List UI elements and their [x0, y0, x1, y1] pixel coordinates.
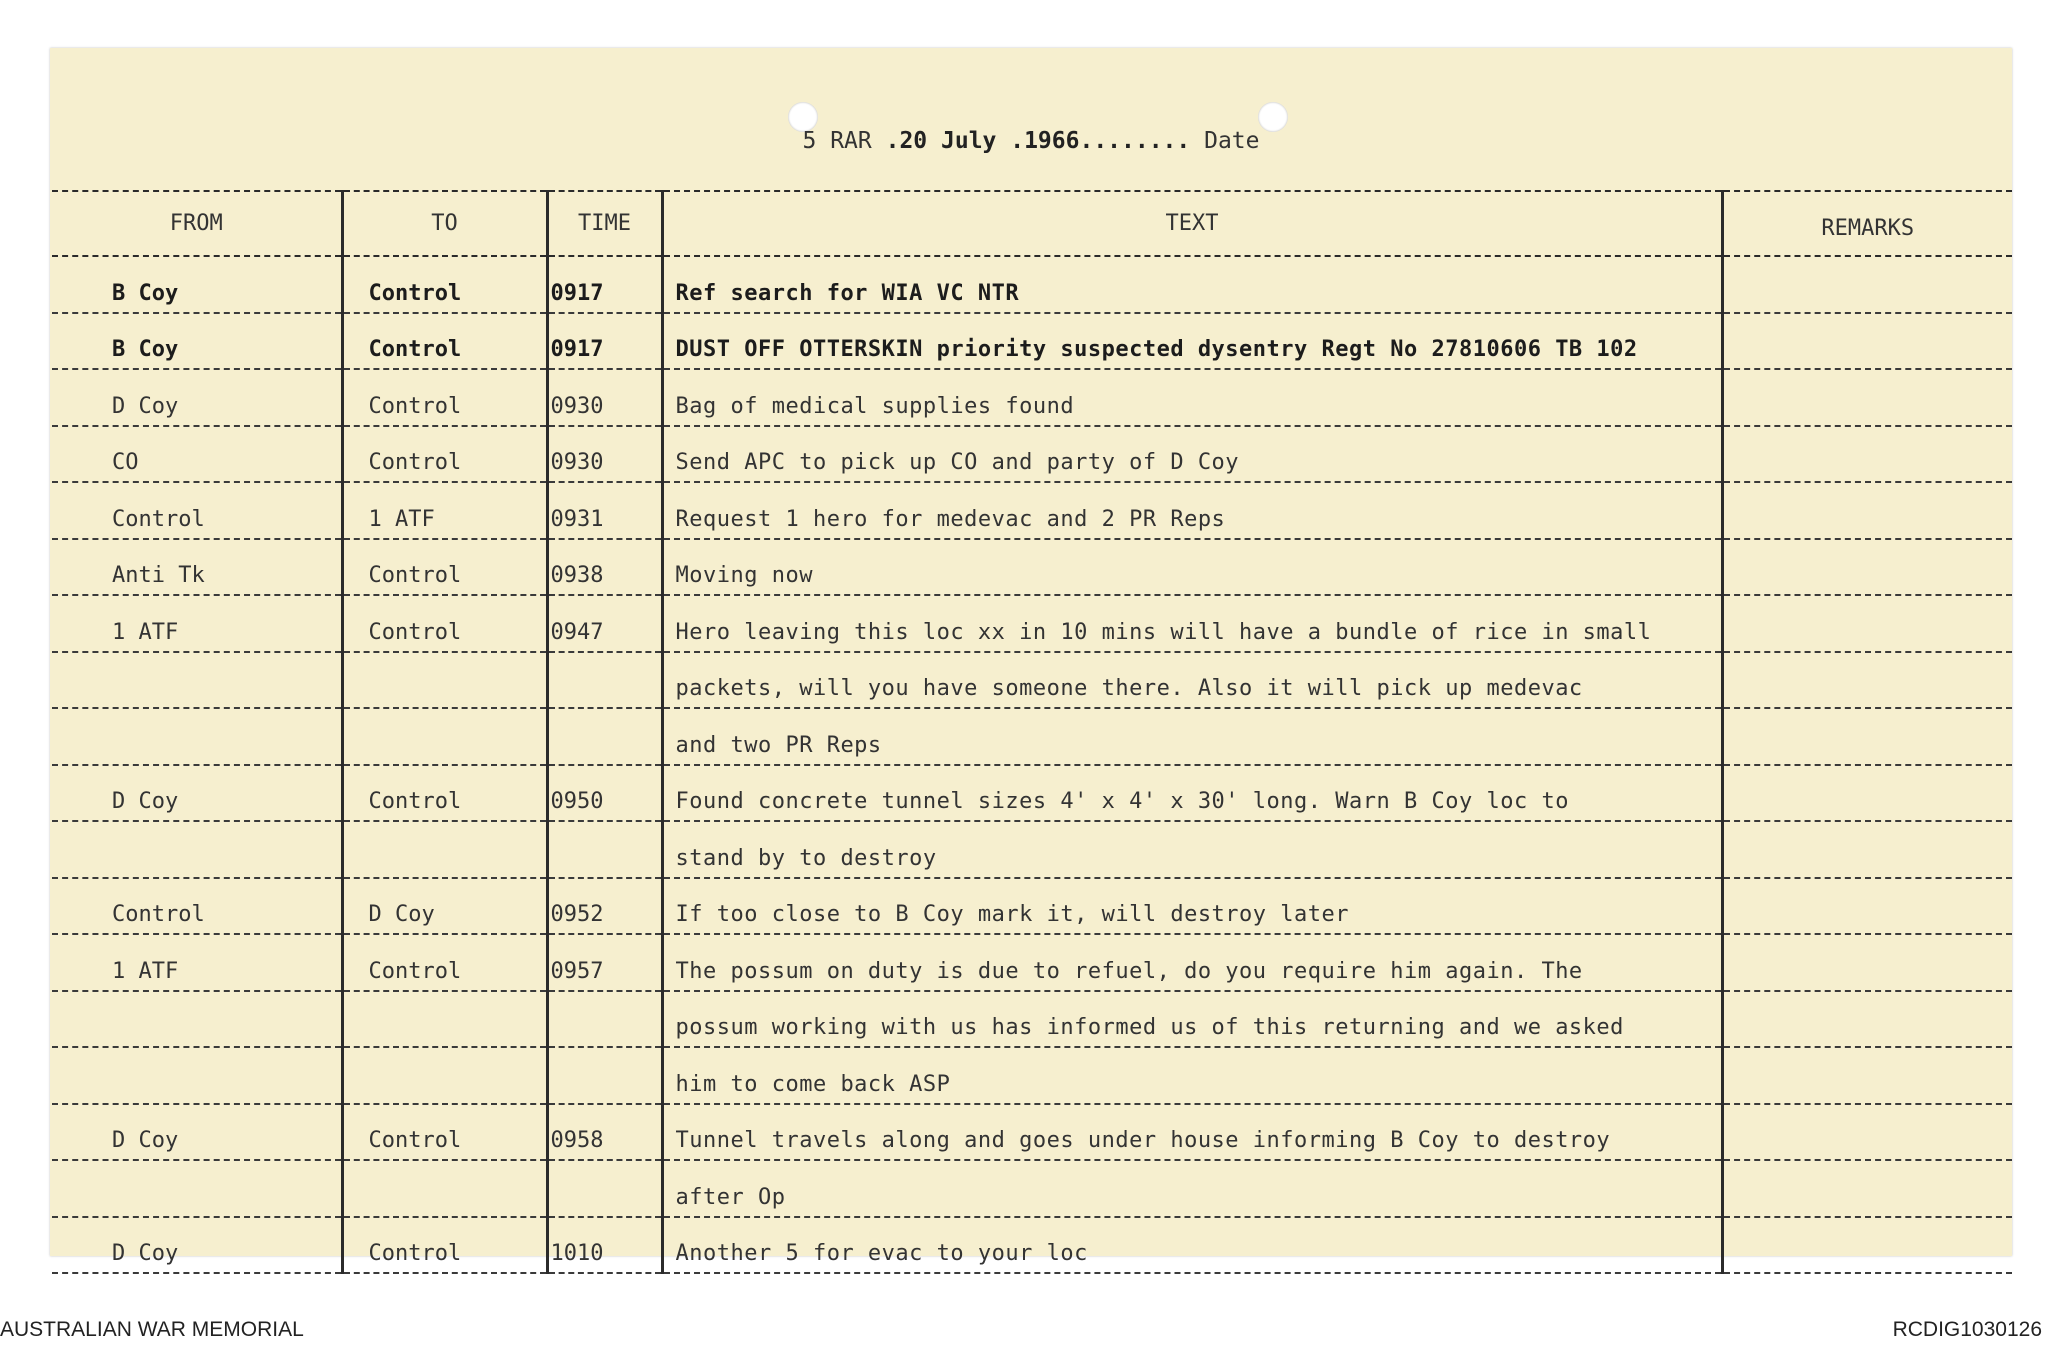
column-header-remarks: REMARKS [1722, 191, 2012, 256]
to-cell: Control [342, 765, 547, 822]
remarks-cell [1722, 482, 2012, 539]
time-cell [547, 991, 662, 1048]
time-cell [547, 652, 662, 709]
time-cell: 0958 [547, 1104, 662, 1161]
table-row [52, 482, 2012, 539]
time-cell: 0938 [547, 539, 662, 596]
unit-name: 5 RAR [802, 128, 872, 154]
remarks-cell [1722, 821, 2012, 878]
to-cell: Control [342, 1217, 547, 1274]
to-cell: Control [342, 369, 547, 426]
text-cell: Ref search for WIA VC NTR [662, 256, 1722, 313]
time-cell: 0930 [547, 426, 662, 483]
date-value: .20 July .1966........ [885, 128, 1191, 154]
table-row [52, 369, 2012, 426]
to-cell: Control [342, 539, 547, 596]
text-cell: The possum on duty is due to refuel, do you require him again. The [662, 934, 1722, 991]
footer-catalog-id: RCDIG1030126 [1892, 1318, 2042, 1341]
to-cell: Control [342, 1104, 547, 1161]
table-row [52, 426, 2012, 483]
from-cell: 1 ATF [52, 595, 342, 652]
time-cell: 0917 [547, 313, 662, 370]
time-cell: 0917 [547, 256, 662, 313]
from-cell [52, 708, 342, 765]
to-cell [342, 652, 547, 709]
message-log-table [52, 190, 2012, 1274]
table-row [52, 1104, 2012, 1161]
column-header-time: TIME [547, 191, 662, 256]
text-cell: Found concrete tunnel sizes 4' x 4' x 30' long. Warn B Coy loc to [662, 765, 1722, 822]
table-row [52, 595, 2012, 652]
time-cell: 1010 [547, 1217, 662, 1274]
text-cell: Moving now [662, 539, 1722, 596]
text-cell: DUST OFF OTTERSKIN priority suspected dysentry Regt No 27810606 TB 102 [662, 313, 1722, 370]
table-row [52, 878, 2012, 935]
remarks-cell [1722, 256, 2012, 313]
to-cell [342, 1047, 547, 1104]
time-cell: 0931 [547, 482, 662, 539]
table-row [52, 1047, 2012, 1104]
remarks-cell [1722, 313, 2012, 370]
table-row [52, 539, 2012, 596]
table-row [52, 652, 2012, 709]
to-cell: Control [342, 256, 547, 313]
table-row [52, 991, 2012, 1048]
table-row [52, 1217, 2012, 1274]
remarks-cell [1722, 1217, 2012, 1274]
remarks-cell [1722, 1160, 2012, 1217]
from-cell: B Coy [52, 256, 342, 313]
document-sheet [50, 48, 2012, 1266]
remarks-cell [1722, 991, 2012, 1048]
table-row [52, 708, 2012, 765]
remarks-cell [1722, 1104, 2012, 1161]
to-cell: Control [342, 934, 547, 991]
text-cell: Tunnel travels along and goes under house informing B Coy to destroy [662, 1104, 1722, 1161]
text-cell: after Op [662, 1160, 1722, 1217]
text-cell: Bag of medical supplies found [662, 369, 1722, 426]
from-cell [52, 821, 342, 878]
from-cell [52, 991, 342, 1048]
from-cell: D Coy [52, 369, 342, 426]
text-cell: packets, will you have someone there. Also it will pick up medevac [662, 652, 1722, 709]
text-cell: If too close to B Coy mark it, will destroy later [662, 878, 1722, 935]
remarks-cell [1722, 878, 2012, 935]
document-header [50, 128, 2012, 154]
column-header-text: TEXT [662, 191, 1722, 256]
remarks-cell [1722, 934, 2012, 991]
to-cell [342, 1160, 547, 1217]
remarks-cell [1722, 765, 2012, 822]
table-row [52, 1160, 2012, 1217]
text-cell: Hero leaving this loc xx in 10 mins will have a bundle of rice in small [662, 595, 1722, 652]
remarks-cell [1722, 708, 2012, 765]
remarks-cell [1722, 426, 2012, 483]
remarks-cell [1722, 652, 2012, 709]
time-cell [547, 1047, 662, 1104]
from-cell: 1 ATF [52, 934, 342, 991]
to-cell: D Coy [342, 878, 547, 935]
from-cell: Anti Tk [52, 539, 342, 596]
to-cell [342, 708, 547, 765]
from-cell [52, 1160, 342, 1217]
text-cell: possum working with us has informed us of this returning and we asked [662, 991, 1722, 1048]
to-cell [342, 821, 547, 878]
time-cell: 0957 [547, 934, 662, 991]
remarks-cell [1722, 595, 2012, 652]
remarks-cell [1722, 539, 2012, 596]
text-cell: him to come back ASP [662, 1047, 1722, 1104]
time-cell: 0950 [547, 765, 662, 822]
table-row [52, 313, 2012, 370]
text-cell: Another 5 for evac to your loc [662, 1217, 1722, 1274]
table-row [52, 821, 2012, 878]
from-cell [52, 1047, 342, 1104]
to-cell [342, 991, 547, 1048]
from-cell: Control [52, 482, 342, 539]
text-cell: and two PR Reps [662, 708, 1722, 765]
from-cell [52, 652, 342, 709]
from-cell: Control [52, 878, 342, 935]
footer-institution: AUSTRALIAN WAR MEMORIAL [0, 1318, 304, 1341]
time-cell: 0952 [547, 878, 662, 935]
table-row [52, 256, 2012, 313]
date-label: Date [1204, 128, 1260, 154]
time-cell: 0947 [547, 595, 662, 652]
from-cell: D Coy [52, 1217, 342, 1274]
from-cell: D Coy [52, 1104, 342, 1161]
from-cell: CO [52, 426, 342, 483]
time-cell: 0930 [547, 369, 662, 426]
text-cell: stand by to destroy [662, 821, 1722, 878]
table-body [52, 256, 2012, 1273]
column-header-to: TO [342, 191, 547, 256]
text-cell: Send APC to pick up CO and party of D Coy [662, 426, 1722, 483]
table-header-row [52, 191, 2012, 256]
to-cell: Control [342, 426, 547, 483]
time-cell [547, 821, 662, 878]
table-row [52, 934, 2012, 991]
time-cell [547, 708, 662, 765]
to-cell: Control [342, 313, 547, 370]
table-row [52, 765, 2012, 822]
column-header-from: FROM [52, 191, 342, 256]
to-cell: Control [342, 595, 547, 652]
text-cell: Request 1 hero for medevac and 2 PR Reps [662, 482, 1722, 539]
from-cell: D Coy [52, 765, 342, 822]
remarks-cell [1722, 1047, 2012, 1104]
remarks-cell [1722, 369, 2012, 426]
time-cell [547, 1160, 662, 1217]
from-cell: B Coy [52, 313, 342, 370]
to-cell: 1 ATF [342, 482, 547, 539]
